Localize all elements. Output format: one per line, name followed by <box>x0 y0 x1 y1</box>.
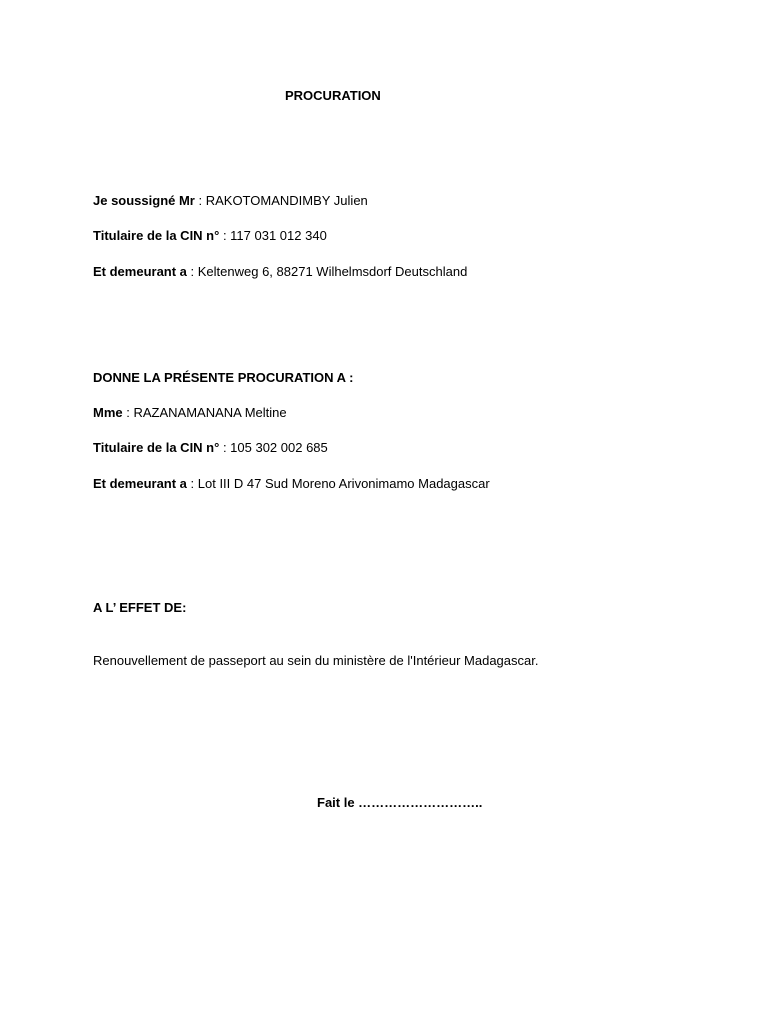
grantee-name-value: : RAZANAMANANA Meltine <box>122 405 287 420</box>
grantor-name-value: : RAKOTOMANDIMBY Julien <box>194 193 368 208</box>
grantor-name-label: Je soussigné Mr <box>93 193 195 208</box>
document-title: PROCURATION <box>285 88 381 103</box>
purpose-text: Renouvellement de passeport au sein du ministère de l'Intérieur Madagascar. <box>93 653 539 668</box>
grantee-address-value: : Lot III D 47 Sud Moreno Arivonimamo Madagascar <box>186 476 490 491</box>
grantee-address-label: Et demeurant a <box>93 476 187 491</box>
grantee-address-line <box>93 476 490 492</box>
grantor-address-label: Et demeurant a <box>93 264 187 279</box>
grantor-cin-line <box>93 228 327 244</box>
grantor-cin-value: : 117 031 012 340 <box>219 228 327 243</box>
grantee-name-label: Mme <box>93 405 123 420</box>
grantee-name-line <box>93 405 287 421</box>
signature-date-line: Fait le ……………………….. <box>317 795 483 810</box>
grantee-cin-line <box>93 440 328 456</box>
grantor-address-line <box>93 264 467 280</box>
grantee-cin-label: Titulaire de la CIN n° <box>93 440 220 455</box>
grantor-cin-label: Titulaire de la CIN n° <box>93 228 220 243</box>
grantee-cin-value: : 105 302 002 685 <box>219 440 328 455</box>
purpose-heading: A L’ EFFET DE: <box>93 600 187 615</box>
grantor-name-line <box>93 193 368 209</box>
grant-heading: DONNE LA PRÉSENTE PROCURATION A : <box>93 370 354 385</box>
grantor-address-value: : Keltenweg 6, 88271 Wilhelmsdorf Deutschland <box>186 264 468 279</box>
